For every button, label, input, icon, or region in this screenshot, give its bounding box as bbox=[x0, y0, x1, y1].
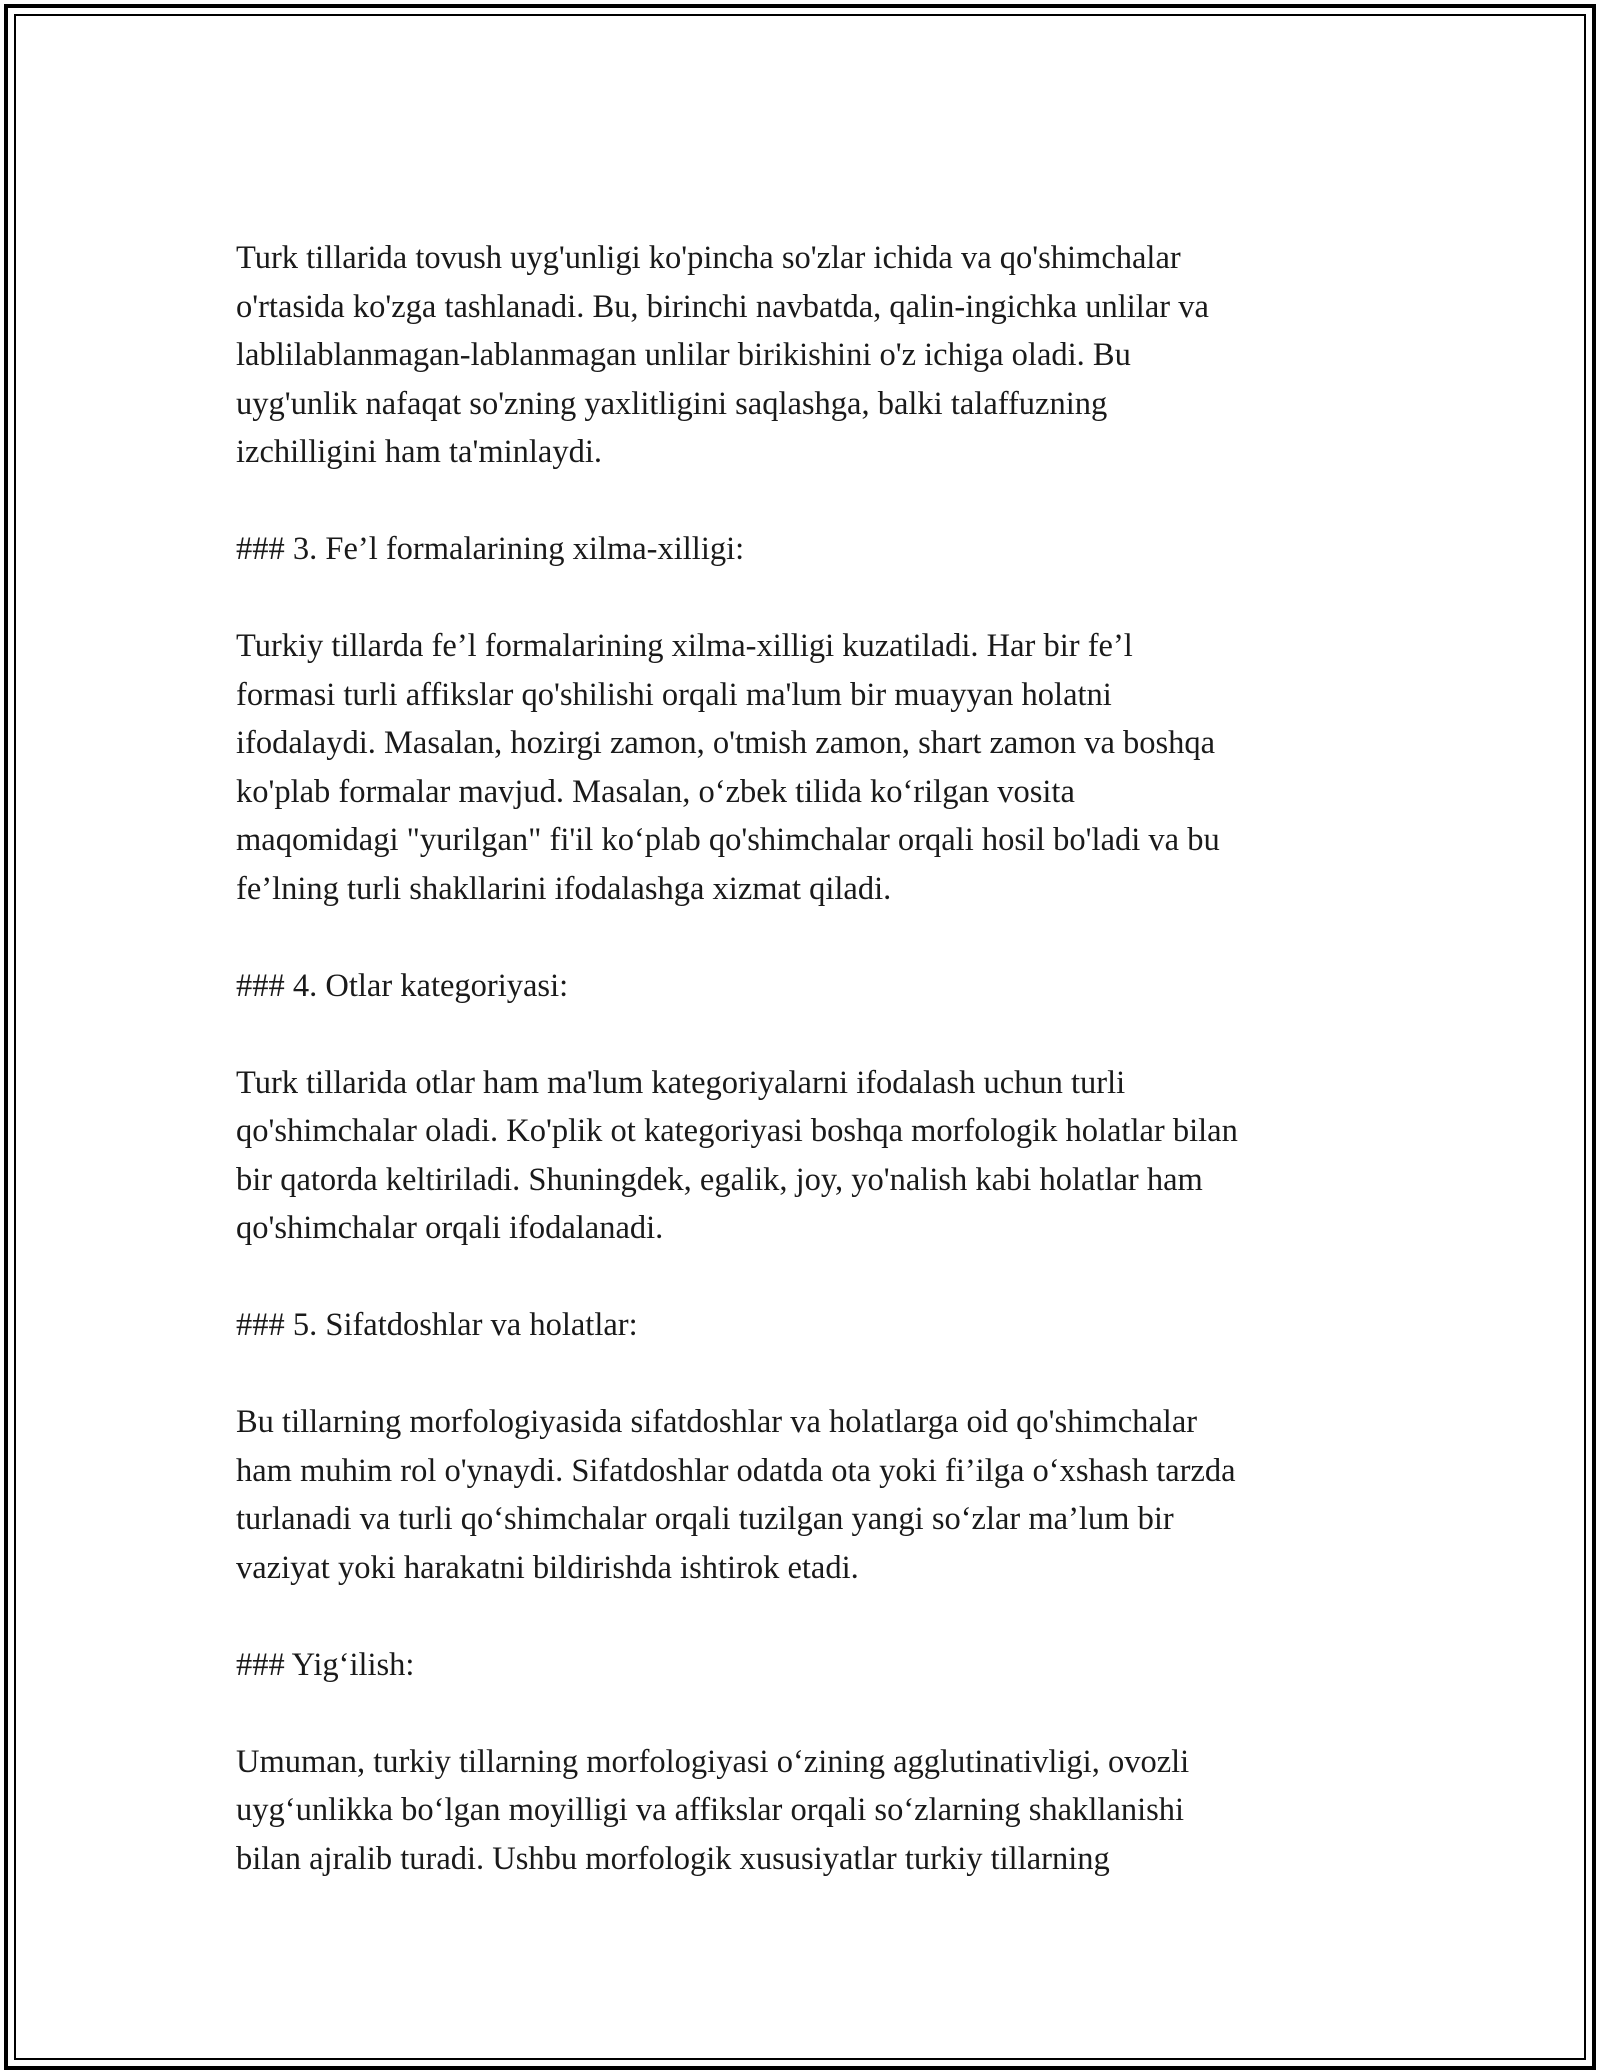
paragraph-participles bbox=[236, 1398, 1386, 1592]
text-line: ifodalaydi. Masalan, hozirgi zamon, o'tmish zamon, shart zamon va boshqa bbox=[236, 725, 1216, 761]
heading-text: ### Yig‘ilish: bbox=[236, 1646, 415, 1683]
text-line: ko'plab formalar mavjud. Masalan, o‘zbek tilida ko‘rilgan vosita bbox=[236, 773, 1075, 810]
text-line: fe’lning turli shakllarini ifodalashga xizmat qiladi. bbox=[236, 870, 892, 907]
heading-participles bbox=[236, 1301, 1386, 1350]
paragraph-verb-forms bbox=[236, 622, 1386, 913]
heading-noun-category bbox=[236, 962, 1386, 1011]
paragraph-noun-category bbox=[236, 1059, 1386, 1253]
document-body bbox=[236, 234, 1386, 1932]
text-line: bilan ajralib turadi. Ushbu morfologik xususiyatlar turkiy tillarning bbox=[236, 1840, 1110, 1877]
text-line: qo'shimchalar oladi. Ko'plik ot kategoriyasi boshqa morfologik holatlar bilan bbox=[236, 1113, 1238, 1149]
text-line: uyg'unlik nafaqat so'zning yaxlitligini saqlashga, balki talaffuzning bbox=[236, 385, 1108, 422]
text-line: maqomidagi "yurilgan" fi'il ko‘plab qo'shimchalar orqali hosil bo'ladi va bu bbox=[236, 822, 1220, 858]
text-line: Turk tillarida tovush uyg'unligi ko'pincha so'zlar ichida va qo'shimchalar bbox=[236, 240, 1181, 276]
text-line: Bu tillarning morfologiyasida sifatdoshlar va holatlarga oid qo'shimchalar bbox=[236, 1404, 1198, 1440]
heading-verb-forms bbox=[236, 525, 1386, 574]
text-line: ham muhim rol o'ynaydi. Sifatdoshlar odatda ota yoki fi’ilga o‘xshash tarzda bbox=[236, 1452, 1236, 1489]
heading-text: ### 3. Fe’l formalarining xilma-xilligi: bbox=[236, 531, 745, 567]
text-line: bir qatorda keltiriladi. Shuningdek, egalik, joy, yo'nalish kabi holatlar ham bbox=[236, 1161, 1203, 1198]
text-line: lablilablanmagan-lablanmagan unlilar birikishini o'z ichiga oladi. Bu bbox=[236, 337, 1131, 373]
text-line: Turkiy tillarda fe’l formalarining xilma-xilligi kuzatiladi. Har bir fe’l bbox=[236, 628, 1133, 664]
heading-summary bbox=[236, 1641, 1386, 1690]
paragraph-vowel-harmony bbox=[236, 234, 1386, 477]
text-line: turlanadi va turli qo‘shimchalar orqali tuzilgan yangi so‘zlar ma’lum bir bbox=[236, 1501, 1174, 1537]
text-line: formasi turli affikslar qo'shilishi orqali ma'lum bir muayyan holatni bbox=[236, 676, 1112, 713]
text-line: qo'shimchalar orqali ifodalanadi. bbox=[236, 1210, 664, 1246]
text-line: Umuman, turkiy tillarning morfologiyasi o‘zining agglutinativligi, ovozli bbox=[236, 1743, 1190, 1780]
heading-text: ### 5. Sifatdoshlar va holatlar: bbox=[236, 1307, 638, 1343]
text-line: vaziyat yoki harakatni bildirishda ishtirok etadi. bbox=[236, 1549, 859, 1586]
text-line: uyg‘unlikka bo‘lgan moyilligi va affikslar orqali so‘zlarning shakllanishi bbox=[236, 1792, 1185, 1828]
text-line: o'rtasida ko'zga tashlanadi. Bu, birinchi navbatda, qalin-ingichka unlilar va bbox=[236, 288, 1209, 325]
text-line: Turk tillarida otlar ham ma'lum kategoriyalarni ifodalash uchun turli bbox=[236, 1064, 1126, 1101]
heading-text: ### 4. Otlar kategoriyasi: bbox=[236, 967, 569, 1004]
text-line: izchilligini ham ta'minlaydi. bbox=[236, 434, 602, 470]
paragraph-summary bbox=[236, 1738, 1386, 1884]
